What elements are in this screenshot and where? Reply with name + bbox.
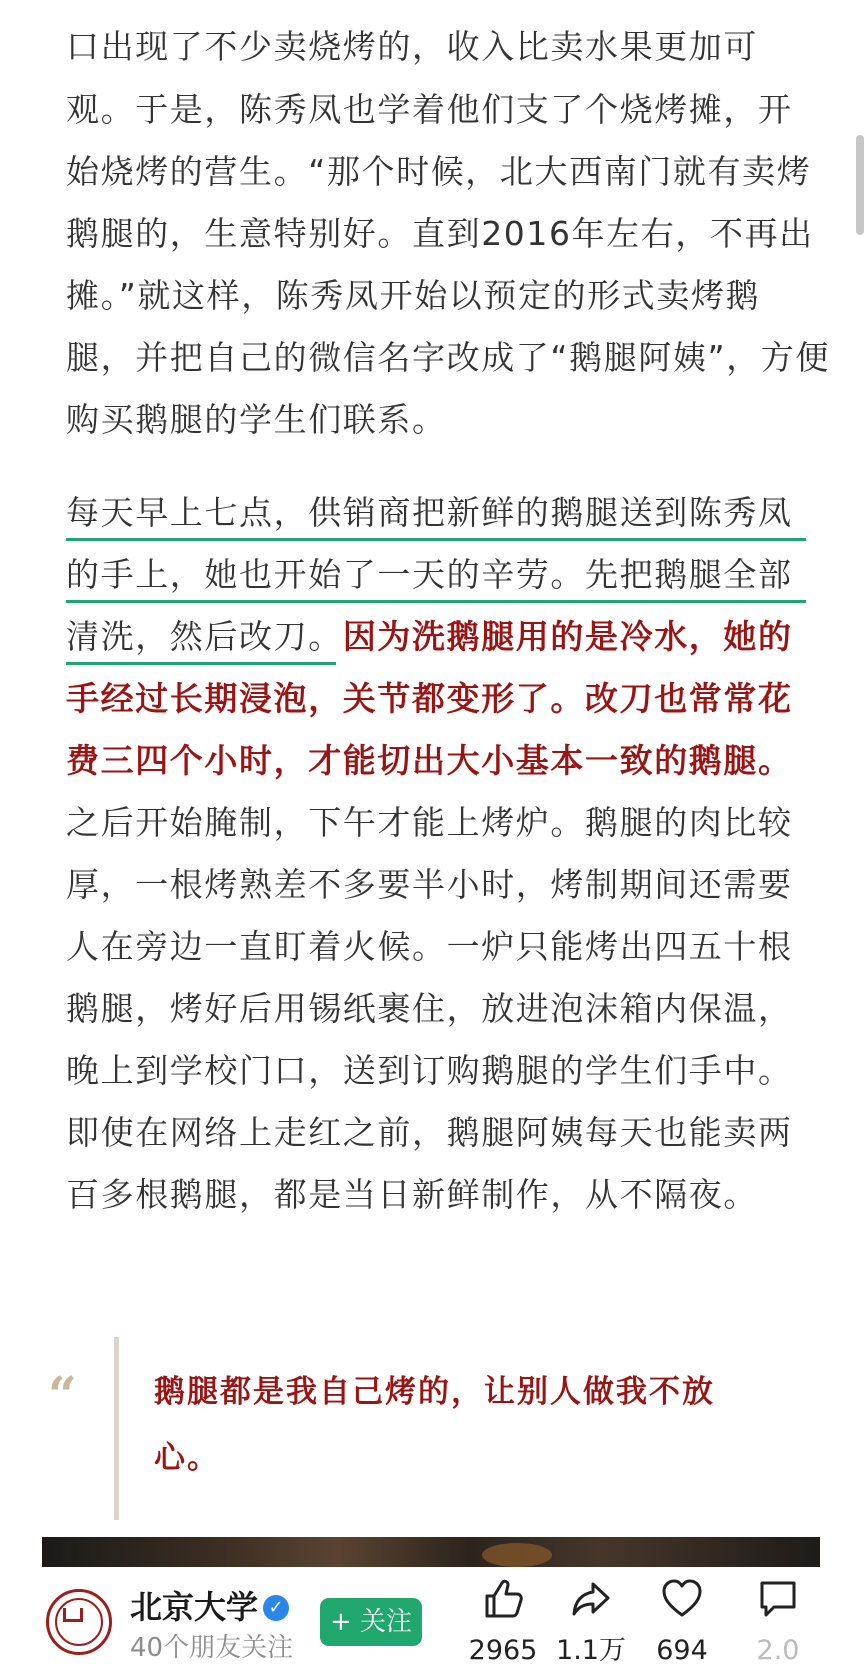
text-line: 摊。”就这样，陈秀凤开始以预定的形式卖烤鹅 bbox=[66, 276, 761, 315]
mixed-text-line bbox=[66, 617, 793, 657]
text-line: 晚上到学校门口，送到订购鹅腿的学生们手中。 bbox=[66, 1051, 793, 1090]
comment-button[interactable] bbox=[733, 1577, 823, 1667]
highlight-underline bbox=[66, 600, 806, 603]
article-image[interactable] bbox=[42, 1537, 820, 1567]
avatar-ring bbox=[55, 1598, 103, 1646]
text-line: 购买鹅腿的学生们联系。 bbox=[66, 400, 447, 439]
followers-count: 40个朋友关注 bbox=[130, 1633, 294, 1663]
share-icon bbox=[569, 1577, 613, 1621]
verified-icon: ✓ bbox=[263, 1595, 289, 1621]
like-button[interactable] bbox=[458, 1577, 548, 1667]
favorite-count: 694 bbox=[656, 1635, 708, 1666]
highlight-underline bbox=[66, 662, 336, 665]
text-line: 即使在网络上走红之前，鹅腿阿姨每天也能卖两 bbox=[66, 1113, 793, 1152]
thumbs-up-icon bbox=[481, 1577, 525, 1621]
favorite-button[interactable] bbox=[637, 1577, 727, 1667]
text-line: 观。于是，陈秀凤也学着他们支了个烧烤摊，开 bbox=[66, 90, 793, 129]
emphasis-text-line: 手经过长期浸泡，关节都变形了。改刀也常常花 bbox=[66, 679, 793, 718]
avatar-emblem bbox=[63, 1608, 83, 1622]
quote-bar bbox=[114, 1337, 119, 1520]
scrollbar[interactable] bbox=[856, 135, 864, 235]
highlighted-text-line: 每天早上七点，供销商把新鲜的鹅腿送到陈秀凤 bbox=[66, 493, 793, 532]
comment-icon bbox=[756, 1577, 800, 1621]
bottom-action-bar bbox=[0, 1567, 864, 1678]
quote-text-line: 心。 bbox=[154, 1440, 220, 1476]
text-line: 鹅腿的，生意特别好。直到2016年左右，不再出 bbox=[66, 214, 814, 253]
emphasis-text: 因为洗鹅腿用的是冷水，她的 bbox=[342, 617, 793, 656]
highlighted-text-line: 的手上，她也开始了一天的辛劳。先把鹅腿全部 bbox=[66, 555, 793, 594]
avatar[interactable] bbox=[46, 1589, 112, 1655]
emphasis-text-line: 费三四个小时，才能切出大小基本一致的鹅腿。 bbox=[66, 741, 793, 780]
quote-text-line: 鹅腿都是我自己烤的，让别人做我不放 bbox=[154, 1374, 715, 1410]
text-line: 之后开始腌制，下午才能上烤炉。鹅腿的肉比较 bbox=[66, 803, 793, 842]
text-line: 始烧烤的营生。“那个时候，北大西南门就有卖烤 bbox=[66, 152, 812, 191]
text-line: 口出现了不少卖烧烤的，收入比卖水果更加可 bbox=[66, 27, 758, 66]
share-count: 1.1万 bbox=[556, 1635, 626, 1666]
text-line: 百多根鹅腿，都是当日新鲜制作，从不隔夜。 bbox=[66, 1175, 758, 1214]
highlight-underline bbox=[66, 538, 806, 541]
heart-icon bbox=[660, 1577, 704, 1621]
image-glow bbox=[482, 1543, 552, 1567]
comment-count: 2.0 bbox=[756, 1635, 800, 1666]
text-line: 腿，并把自己的微信名字改成了“鹅腿阿姨”，方便 bbox=[66, 338, 830, 377]
account-name[interactable]: 北京大学 bbox=[130, 1588, 259, 1626]
text-line: 厚，一根烤熟差不多要半小时，烤制期间还需要 bbox=[66, 865, 793, 904]
highlighted-text: 清洗，然后改刀。 bbox=[66, 617, 343, 656]
share-button[interactable] bbox=[546, 1577, 636, 1667]
follow-button[interactable]: + 关注 bbox=[320, 1598, 422, 1646]
text-line: 人在旁边一直盯着火候。一炉只能烤出四五十根 bbox=[66, 927, 793, 966]
quote-mark-icon: “ bbox=[48, 1365, 77, 1424]
text-line: 鹅腿，烤好后用锡纸裹住，放进泡沫箱内保温， bbox=[66, 989, 793, 1028]
like-count: 2965 bbox=[468, 1635, 538, 1666]
